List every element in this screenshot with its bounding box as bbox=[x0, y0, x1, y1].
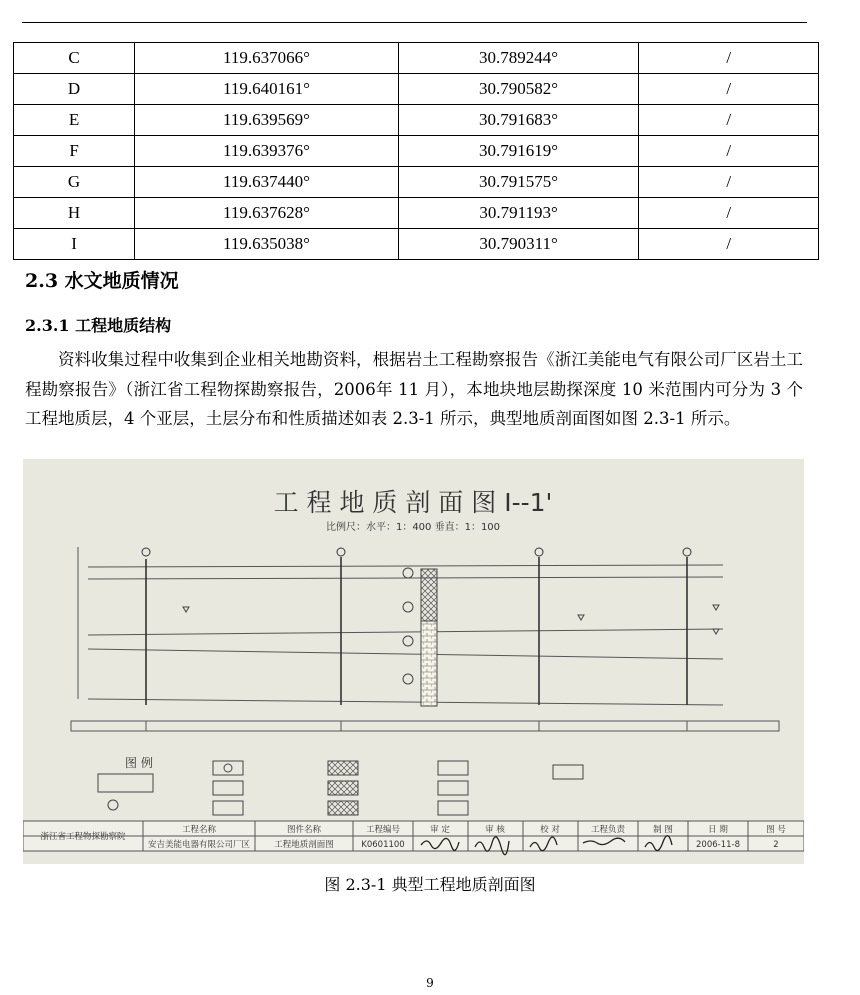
tb-project: 安吉美能电器有限公司厂区 bbox=[147, 840, 251, 850]
body-paragraph: 资料收集过程中收集到企业相关地勘资料，根据岩土工程勘察报告《浙江美能电气有限公司厂区岩土工程勘察报告》（浙江省工程物探勘察报告，2006年 11 月），本地块地层勘探深度 10 米范围内可分为 3 个工程地质层，4 个亚层，土层分布和性质描述如表 2.3-1 所示，典型地质剖面图如图 2.3-1 所示。 bbox=[25, 350, 803, 428]
cell-point: D bbox=[14, 74, 135, 105]
cell-point: C bbox=[14, 43, 135, 74]
tb-date: 2006-11-8 bbox=[696, 840, 740, 850]
geologic-section-photo bbox=[23, 459, 804, 864]
table-row bbox=[14, 74, 819, 105]
tb-check-label: 审 核 bbox=[485, 825, 505, 835]
tb-drawing: 工程地质剖面图 bbox=[274, 840, 334, 850]
cell-lon: 119.637628° bbox=[135, 198, 399, 229]
drawing-title: 工 程 地 质 剖 面 图 I--1' bbox=[273, 488, 553, 517]
tb-no: K0601100 bbox=[361, 840, 405, 850]
tb-sheet-label: 图 号 bbox=[766, 825, 786, 835]
table-row bbox=[14, 229, 819, 260]
cell-lat: 30.791193° bbox=[398, 198, 639, 229]
subsection-heading: 2.3.1 工程地质结构 bbox=[25, 316, 172, 335]
tb-project-label: 工程名称 bbox=[181, 825, 217, 835]
cell-lat: 30.791683° bbox=[398, 105, 639, 136]
page-number: 9 bbox=[426, 976, 434, 990]
table-row bbox=[14, 43, 819, 74]
cell-lon: 119.637440° bbox=[135, 167, 399, 198]
drawing-scale: 比例尺：水平：1：400 垂直：1：100 bbox=[325, 522, 501, 533]
cell-lon: 119.639376° bbox=[135, 136, 399, 167]
cell-lat: 30.791575° bbox=[398, 167, 639, 198]
cell-lon: 119.637066° bbox=[135, 43, 399, 74]
section-heading: 2.3 水文地质情况 bbox=[25, 270, 179, 292]
tb-review-label: 审 定 bbox=[430, 825, 450, 835]
figure-caption: 图 2.3-1 典型工程地质剖面图 bbox=[324, 875, 536, 894]
table-row bbox=[14, 136, 819, 167]
cell-lon: 119.640161° bbox=[135, 74, 399, 105]
cell-point: G bbox=[14, 167, 135, 198]
tb-proof-label: 校 对 bbox=[540, 825, 560, 835]
cell-point: E bbox=[14, 105, 135, 136]
cell-point: F bbox=[14, 136, 135, 167]
table-row bbox=[14, 105, 819, 136]
tb-lead-label: 工程负责 bbox=[590, 825, 626, 835]
cell-lon: 119.639569° bbox=[135, 105, 399, 136]
cell-lat: 30.790311° bbox=[398, 229, 639, 260]
cell-point: H bbox=[14, 198, 135, 229]
cell-note: / bbox=[639, 74, 819, 105]
cell-lon: 119.635038° bbox=[135, 229, 399, 260]
table-row bbox=[14, 167, 819, 198]
tb-date-label: 日 期 bbox=[708, 825, 728, 835]
cell-note: / bbox=[639, 167, 819, 198]
cell-lat: 30.791619° bbox=[398, 136, 639, 167]
tb-institute: 浙江省工程物探勘察院 bbox=[40, 832, 126, 842]
tb-sheet: 2 bbox=[773, 840, 779, 850]
coordinates-table bbox=[13, 42, 819, 260]
tb-no-label: 工程编号 bbox=[365, 825, 401, 835]
cell-note: / bbox=[639, 229, 819, 260]
cell-note: / bbox=[639, 198, 819, 229]
legend-title: 图 例 bbox=[125, 756, 153, 770]
cell-note: / bbox=[639, 136, 819, 167]
table-row bbox=[14, 198, 819, 229]
cell-point: I bbox=[14, 229, 135, 260]
cell-note: / bbox=[639, 105, 819, 136]
cell-lat: 30.789244° bbox=[398, 43, 639, 74]
cell-note: / bbox=[639, 43, 819, 74]
cell-lat: 30.790582° bbox=[398, 74, 639, 105]
header-rule bbox=[22, 22, 807, 23]
tb-drawing-label: 图件名称 bbox=[286, 825, 322, 835]
tb-draw-label: 制 图 bbox=[653, 825, 673, 835]
